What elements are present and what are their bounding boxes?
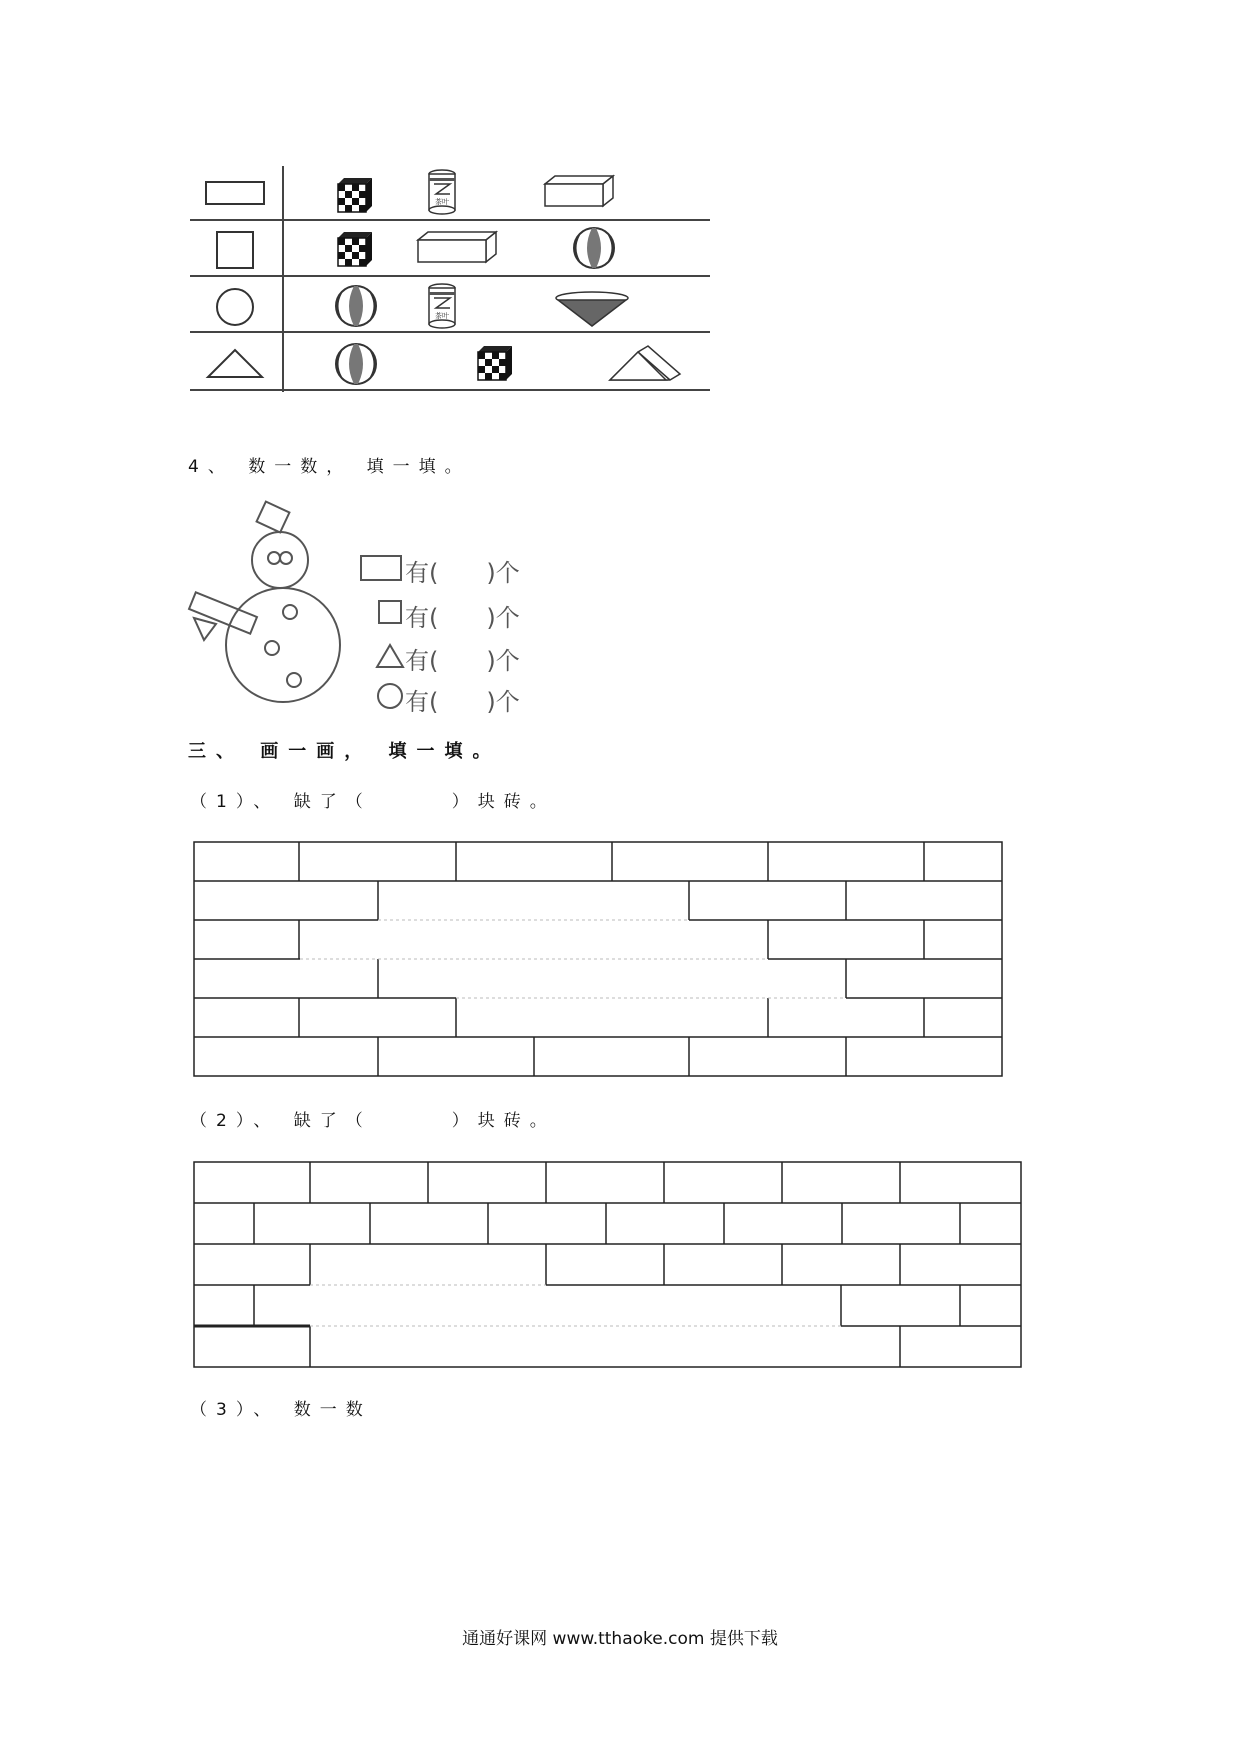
q4-item-circle	[405, 682, 520, 717]
cuboid-box-icon	[418, 232, 496, 262]
q4-item-close: )个	[486, 688, 520, 716]
square-small-icon	[378, 600, 404, 626]
tea-can-icon	[429, 170, 455, 214]
checkered-cube-icon	[478, 346, 512, 380]
q2-suffix: ）块砖。	[451, 1111, 556, 1131]
shape-table	[190, 160, 710, 400]
brick-wall-2	[190, 1158, 1026, 1370]
triangle-small-icon	[375, 643, 405, 669]
brick-wall-1	[190, 838, 1010, 1078]
q4-item-you: 有(	[405, 559, 439, 587]
q2-prompt	[190, 1106, 556, 1131]
tea-can-icon	[429, 284, 455, 328]
q1-prefix: （1）、 缺了（	[190, 792, 372, 812]
q4-item-close: )个	[486, 604, 520, 632]
striped-ball-icon	[336, 286, 376, 326]
section3-title: 三、 画一画， 填一填。	[188, 741, 501, 762]
rectangle-small-icon	[360, 555, 402, 581]
cuboid-box-icon	[545, 176, 613, 206]
q3-label: （3）、 数一数	[190, 1400, 372, 1420]
q4-item-triangle	[405, 641, 520, 676]
q4-item-rectangle	[405, 553, 520, 588]
q4-item-you: 有(	[405, 604, 439, 632]
q2-prefix: （2）、 缺了（	[190, 1111, 372, 1131]
snowman-figure	[190, 500, 350, 715]
q4-item-close: )个	[486, 559, 520, 587]
circle-small-icon	[376, 682, 404, 710]
striped-ball-icon	[336, 344, 376, 384]
triangle-shape-icon	[208, 350, 262, 377]
q4-item-you: 有(	[405, 647, 439, 675]
q4-item-close: )个	[486, 647, 520, 675]
checkered-cube-icon	[338, 232, 372, 266]
circle-shape-icon	[217, 289, 253, 325]
checkered-cube-icon	[338, 178, 372, 212]
q4-item-square	[405, 598, 520, 633]
triangular-prism-icon	[610, 346, 680, 380]
footer-text: 通通好课网 www.tthaoke.com 提供下载	[462, 1629, 778, 1649]
square-shape-icon	[217, 232, 253, 268]
q1-prompt	[190, 787, 556, 812]
rectangle-shape-icon	[206, 182, 264, 204]
q4-item-you: 有(	[405, 688, 439, 716]
q4-title: 4、 数一数， 填一填。	[188, 457, 471, 477]
cone-icon	[556, 292, 628, 326]
svg-text:茶叶: 茶叶	[435, 312, 449, 320]
svg-text:茶叶: 茶叶	[435, 198, 449, 206]
q1-suffix: ）块砖。	[451, 792, 556, 812]
striped-ball-icon	[574, 228, 614, 268]
